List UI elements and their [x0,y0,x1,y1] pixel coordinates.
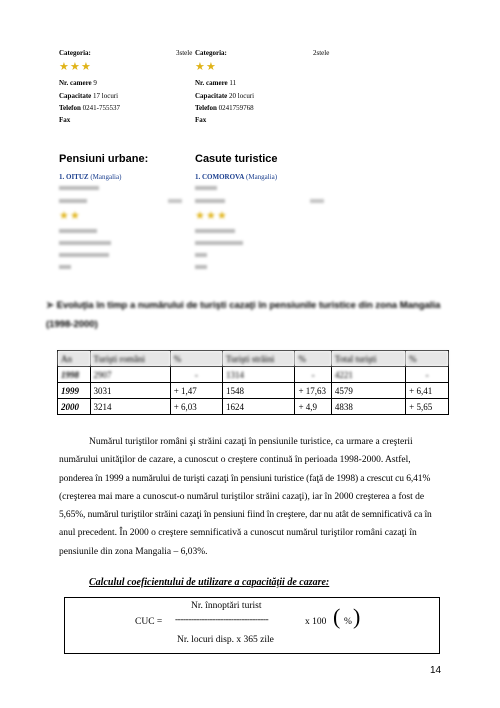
phone-value: 0241-755537 [82,104,121,112]
casuta-place: (Mangalia) [246,173,278,181]
capacity-value: 20 locuri [229,92,255,100]
formula-box [64,597,440,654]
header-cell: % [295,351,331,367]
star-icon: ★ [70,210,80,222]
table-header-row [58,351,449,367]
fax-label: Fax [59,116,71,124]
star-icon: ★ [59,61,69,73]
rooms-value: 11 [229,79,237,87]
paragraph-line: 5,65%, numărul turiştilor străini cazaţi în pensiuni fiind în creştere, dar nu atât de semnificativă ca în [59,510,432,521]
star-icon: ★ [206,210,216,222]
phone-label: Telefon [195,104,217,112]
cuc-heading: Calculul coeficientului de utilizare a capacităţii de cazare: [89,577,330,588]
paragraph-line: pensiunile din zona Mangalia – 6,03%. [59,546,208,557]
formula-lhs: CUC = [135,617,163,627]
star-rating [195,62,216,72]
table-row: 1998 2907 - 1314 - 4221 - [58,367,449,383]
category-value: 2stele [313,49,330,57]
paragraph-line: ponderea în 1999 a numărului de turişti cazaţi în pensiuni turistice (faţă de 1998) a crescut cu 6,41% [59,473,431,484]
analysis-paragraph [59,433,443,561]
header-cell: Total turişti [331,351,405,367]
star-icon: ★ [217,210,227,222]
header-cell: % [170,351,222,367]
category-value: 3stele [176,49,193,57]
right-paren-icon: ) [353,604,361,629]
page-number: 14 [430,665,442,676]
category-label: Categoria: [59,49,91,57]
tourists-table [57,350,449,415]
formula-dashes: ----------------------------------- [175,615,269,625]
header-cell: % [406,351,449,367]
casute-title: Casute turistice [195,153,278,165]
star-icon: ★ [70,61,80,73]
rooms-label: Nr. camere [195,79,228,87]
capacity-label: Capacitate [195,92,228,100]
star-icon: ★ [81,61,91,73]
paragraph-line: Numărul turiştilor români şi străini cazaţi în pensiunile turistice, ca urmare a creşterii [89,437,413,447]
table-row: 1999 3031 + 1,47 1548 + 17,63 4579 + 6,41 [58,383,449,399]
pensiuni-title: Pensiuni urbane: [59,153,149,165]
header-cell: Turişti străini [222,351,295,367]
fax-label: Fax [195,116,207,124]
star-icon: ★ [195,210,205,222]
phone-value: 0241759768 [218,104,254,112]
table-row: 2000 3214 + 6,03 1624 + 4,9 4838 + 5,65 [58,399,449,415]
bullet-arrow-icon: ➤ [46,300,54,311]
formula-percent: % [344,617,352,627]
star-icon: ★ [195,61,205,73]
formula-denominator: Nr. locuri disp. x 365 zile [177,635,274,645]
paragraph-line: numărului unităţilor de cazare, a cunoscut o creştere continuă în perioada 1998-2000. Astfel, [59,455,411,466]
rooms-label: Nr. camere [59,79,92,87]
formula-numerator: Nr. înnoptări turist [191,601,262,611]
category-label: Categoria: [195,49,227,57]
formula-multiplier: x 100 [305,617,327,627]
paragraph-line: anul precedent. În 2000 o creştere semnificativă a cunoscut numărul turiştilor români cazaţi în [59,528,417,539]
pensiune-name: 1. OITUZ [59,173,89,181]
rooms-value: 9 [93,79,97,87]
evolution-heading: ➤ Evoluţia în timp a numărului de turişti cazaţi în pensiunile turistice din zona Mangalia (1998-2000) [46,300,441,330]
star-icon: ★ [206,61,216,73]
capacity-label: Capacitate [59,92,92,100]
star-icon: ★ [59,210,69,222]
capacity-value: 17 locuri [93,92,119,100]
phone-label: Telefon [59,104,81,112]
paragraph-line: (creşterea mai mare a cunoscut-o numărul turiştilor străini cazaţi), iar în 2000 creşterea a fost de [59,491,425,502]
left-paren-icon: ( [333,604,341,629]
star-rating [59,62,91,72]
pensiune-place: (Mangalia) [90,173,122,181]
header-cell: Turişti români [90,351,170,367]
header-cell: An [58,351,91,367]
casuta-name: 1. COMOROVA [195,173,245,181]
